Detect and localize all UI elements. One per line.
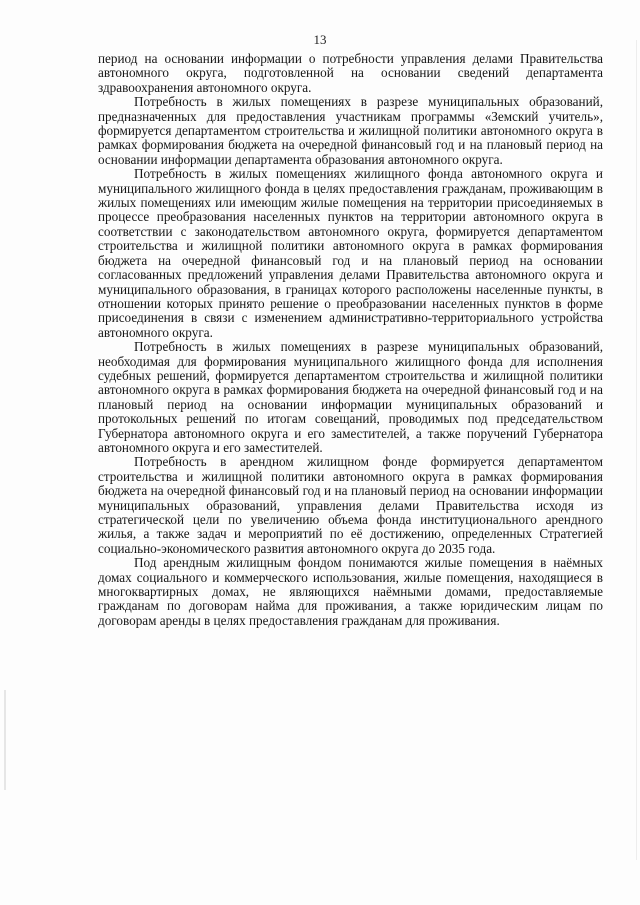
page-number: 13 (313, 32, 327, 47)
paragraph-rental-fund-definition: Под арендным жилищным фондом понимаются жилые помещения в наёмных домах социального и коммерческого использования, жилые помещения, находящиеся в многоквартирных домах, не являющихся наёмными домами, предоставляемые гражданам по договорам найма для проживания, а также юридическим лицам по договорам аренды в целях предоставления гражданам для проживания. (98, 555, 603, 628)
scan-artifact-left (4, 690, 6, 790)
paragraph-continuation: период на основании информации о потребности управления делами Правительства автономного округа, подготовленной на основании сведений департамента здравоохранения автономного округа. (98, 51, 603, 95)
scan-artifact-right (636, 40, 637, 860)
paragraph-rental-fund-need: Потребность в арендном жилищном фонде формируется департаментом строительства и жилищной политики автономного округа в рамках формирования бюджета на очередной финансовый год и на плановый период на основании информации муниципальных образований, управления делами Правительства исходя из стратегической цели по увеличению объема фонда институционального арендного жилья, а также задач и мероприятий по её достижению, определенных Стратегией социально-экономического развития автономного округа до 2035 года. (98, 454, 603, 556)
paragraph-annexed-settlements: Потребность в жилых помещениях жилищного фонда автономного округа и муниципального жилищного фонда в целях предоставления гражданам, проживающим в жилых помещениях или имеющим жилые помещения на территории присоединяемых в процессе преобразования населенных пунктов на территории автономного округа в соответствии с законодательством автономного округа, формируется департаментом строительства и жилищной политики автономного округа в рамках формирования бюджета на очередной финансовый год и на плановый период на основании согласованных предложений управления делами Правительства автономного округа и муниципального образования, в границах которого расположены населенные пункты, в отношении которых принято решение о преобразовании населенных пунктов в форме присоединения в связи с изменением административно-территориального устройства автономного округа. (98, 166, 603, 340)
paragraph-zemsky-uchitel: Потребность в жилых помещениях в разрезе муниципальных образований, предназначенных для предоставления участникам программы «Земский учитель», формируется департаментом строительства и жилищной политики автономного округа в рамках формирования бюджета на очередной финансовый год и на плановый период на основании информации департамента образования автономного округа. (98, 94, 603, 167)
document-body (98, 52, 603, 628)
paragraph-court-decisions: Потребность в жилых помещениях в разрезе муниципальных образований, необходимая для формирования муниципального жилищного фонда для исполнения судебных решений, формируется департаментом строительства и жилищной политики автономного округа в рамках формирования бюджета на очередной финансовый год и на плановый период на основании информации муниципальных образований и протокольных решений по итогам совещаний, проводимых под председательством Губернатора автономного округа и его заместителей, а также поручений Губернатора автономного округа и его заместителей. (98, 339, 603, 455)
